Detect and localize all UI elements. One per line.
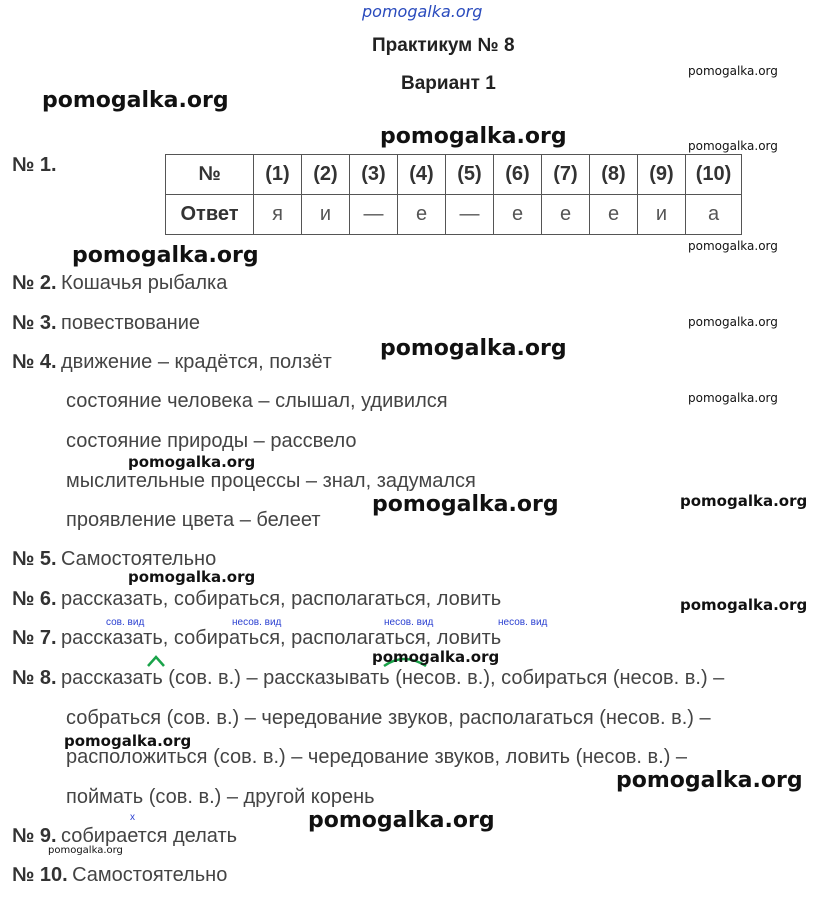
- watermark: pomogalka.org: [616, 768, 803, 793]
- watermark: pomogalka.org: [372, 648, 500, 666]
- table-cell: е: [494, 195, 542, 235]
- task7-text: рассказать, собираться, располагаться, ловить: [60, 627, 502, 649]
- watermark: pomogalka.org: [688, 139, 778, 153]
- watermark: pomogalka.org: [688, 64, 778, 78]
- table-cell: (10): [686, 155, 742, 195]
- root-mark-icon: [146, 654, 166, 668]
- table-cell: и: [638, 195, 686, 235]
- table-cell: (7): [542, 155, 590, 195]
- task4-line: проявление цвета – белеет: [66, 509, 321, 531]
- aspect-note: несов. вид: [232, 617, 282, 628]
- task10: [12, 864, 227, 887]
- watermark: pomogalka.org: [688, 391, 778, 405]
- task7: [12, 627, 501, 650]
- cross-mark: x: [130, 812, 135, 823]
- task2-label: № 2.: [12, 272, 57, 294]
- task10-label: № 10.: [12, 864, 68, 886]
- task6-text: рассказать, собираться, располагаться, ловить: [60, 588, 502, 610]
- watermark: pomogalka.org: [64, 732, 192, 750]
- table-cell: —: [350, 195, 398, 235]
- task10-text: Самостоятельно: [72, 864, 228, 886]
- task8: [12, 667, 724, 690]
- task3-text: повествование: [60, 312, 201, 334]
- table-header-number: №: [166, 155, 254, 195]
- table-cell: (3): [350, 155, 398, 195]
- watermark: pomogalka.org: [680, 596, 808, 614]
- watermark: pomogalka.org: [680, 492, 808, 510]
- table-row: [166, 155, 742, 195]
- task4-line: состояние человека – слышал, удивился: [66, 390, 448, 412]
- task8-line: рассказать (сов. в.) – рассказывать (несов. в.), собираться (несов. в.) –: [60, 667, 725, 689]
- watermark: pomogalka.org: [688, 315, 778, 329]
- table-cell: (2): [302, 155, 350, 195]
- task8-line: поймать (сов. в.) – другой корень: [66, 786, 375, 808]
- task2: [12, 272, 227, 295]
- table-header-answer: Ответ: [166, 195, 254, 235]
- watermark: pomogalka.org: [48, 845, 123, 856]
- task8-label: № 8.: [12, 667, 57, 689]
- table-cell: (9): [638, 155, 686, 195]
- task4-line: движение – крадётся, ползёт: [60, 351, 332, 373]
- table-cell: (1): [254, 155, 302, 195]
- task4: [12, 351, 332, 374]
- table-cell: (4): [398, 155, 446, 195]
- task3: [12, 312, 200, 335]
- watermark: pomogalka.org: [42, 88, 229, 113]
- task6-label: № 6.: [12, 588, 57, 610]
- task9: [12, 825, 237, 848]
- watermark: pomogalka.org: [128, 568, 256, 586]
- aspect-note: несов. вид: [384, 617, 434, 628]
- task8-line: собраться (сов. в.) – чередование звуков, располагаться (несов. в.) –: [66, 707, 711, 729]
- watermark: pomogalka.org: [128, 453, 256, 471]
- watermark-top: pomogalka.org: [362, 2, 483, 21]
- table-cell: (5): [446, 155, 494, 195]
- task4-label: № 4.: [12, 351, 57, 373]
- watermark: pomogalka.org: [308, 808, 495, 833]
- task7-label: № 7.: [12, 627, 57, 649]
- answer-table: [165, 154, 742, 235]
- table-cell: я: [254, 195, 302, 235]
- watermark: pomogalka.org: [72, 243, 259, 268]
- table-cell: (6): [494, 155, 542, 195]
- task8-line: расположиться (сов. в.) – чередование звуков, ловить (несов. в.) –: [66, 746, 688, 768]
- table-cell: а: [686, 195, 742, 235]
- table-cell: е: [398, 195, 446, 235]
- task5-text: Самостоятельно: [60, 548, 217, 570]
- task6: [12, 588, 501, 611]
- aspect-note: несов. вид: [498, 617, 548, 628]
- task5-label: № 5.: [12, 548, 57, 570]
- table-cell: е: [590, 195, 638, 235]
- task2-text: Кошачья рыбалка: [60, 272, 228, 294]
- task1-label: № 1.: [12, 154, 57, 176]
- watermark: pomogalka.org: [372, 492, 559, 517]
- task9-label: № 9.: [12, 825, 57, 847]
- watermark: pomogalka.org: [380, 124, 567, 149]
- table-cell: —: [446, 195, 494, 235]
- variant-title: Вариант 1: [401, 73, 496, 94]
- table-cell: и: [302, 195, 350, 235]
- task9-text: собирается делать: [60, 825, 238, 847]
- table-cell: е: [542, 195, 590, 235]
- aspect-note: сов. вид: [106, 617, 145, 628]
- page-title: Практикум № 8: [372, 35, 515, 56]
- table-row: [166, 195, 742, 235]
- task3-label: № 3.: [12, 312, 57, 334]
- task4-line: состояние природы – рассвело: [66, 430, 357, 452]
- watermark: pomogalka.org: [688, 239, 778, 253]
- table-cell: (8): [590, 155, 638, 195]
- watermark: pomogalka.org: [380, 336, 567, 361]
- task4-line: мыслительные процессы – знал, задумался: [66, 470, 476, 492]
